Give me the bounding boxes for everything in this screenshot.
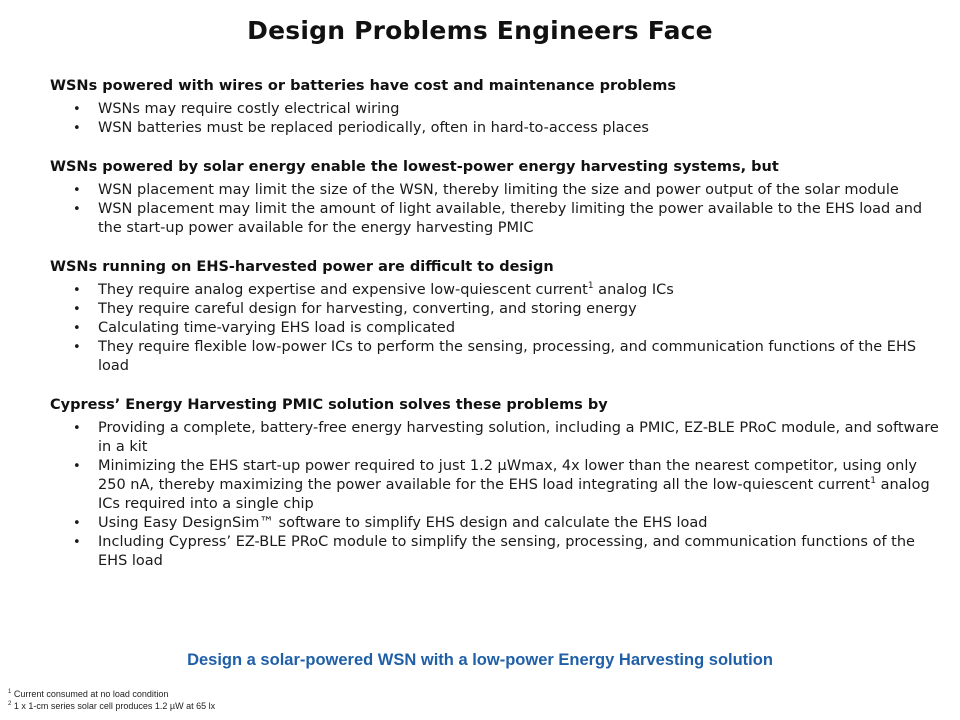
bullet-item xyxy=(50,514,940,533)
bullet-text: Minimizing the EHS start-up power required to just 1.2 µWmax, 4x lower than the nearest competitor, using only 250 nA, thereby maximizing the power available for the EHS load integrating all the low-quiescent current xyxy=(98,458,917,493)
slide-title: Design Problems Engineers Face xyxy=(247,16,713,45)
bullet-text-tail: analog ICs required into a single chip xyxy=(98,477,930,512)
bullet-item xyxy=(50,533,940,571)
bullet-icon: • xyxy=(73,321,81,336)
bullet-text-tail: analog ICs xyxy=(593,282,674,298)
bullet-text: Using Easy DesignSim™ software to simplify EHS design and calculate the EHS load xyxy=(98,515,708,531)
bullet-text: WSN placement may limit the amount of light available, thereby limiting the power available to the EHS load and the start-up power available for the energy harvesting PMIC xyxy=(98,201,923,236)
bullet-icon: • xyxy=(73,102,81,117)
footnote-ref: 1 xyxy=(870,476,876,487)
bullet-text: They require analog expertise and expensive low-quiescent current xyxy=(98,282,588,298)
section-heading: WSNs powered with wires or batteries have cost and maintenance problems xyxy=(50,78,677,94)
section-cypress-solution xyxy=(50,395,940,571)
bullet-item xyxy=(50,181,940,200)
bullet-icon: • xyxy=(73,283,81,298)
bullet-item xyxy=(50,338,940,376)
section-heading: Cypress’ Energy Harvesting PMIC solution solves these problems by xyxy=(50,397,608,413)
section-wired-battery xyxy=(50,76,940,138)
footnote-text: Current consumed at no load condition xyxy=(11,689,169,699)
bullet-item xyxy=(50,281,940,300)
bullet-icon: • xyxy=(73,459,81,474)
bullet-icon: • xyxy=(73,421,81,436)
footnote-item xyxy=(8,700,215,712)
footnote-text: 1 x 1-cm series solar cell produces 1.2 µW at 65 lx xyxy=(11,701,216,711)
bullet-item xyxy=(50,457,940,514)
bullet-icon: • xyxy=(73,202,81,217)
bullet-icon: • xyxy=(73,535,81,550)
bullet-list xyxy=(50,100,940,138)
bullet-text: WSNs may require costly electrical wiring xyxy=(98,101,400,117)
bullet-icon: • xyxy=(73,121,81,136)
bullet-text: They require careful design for harvesting, converting, and storing energy xyxy=(98,301,637,317)
footnote-mark: 2 xyxy=(8,701,12,707)
section-heading: WSNs powered by solar energy enable the lowest-power energy harvesting systems, but xyxy=(50,159,779,175)
bullet-item xyxy=(50,419,940,457)
bullet-item xyxy=(50,119,940,138)
bullet-text: Calculating time-varying EHS load is complicated xyxy=(98,320,456,336)
bullet-text: They require flexible low-power ICs to perform the sensing, processing, and communication functions of the EHS load xyxy=(98,339,917,374)
section-solar-energy xyxy=(50,157,940,238)
bullet-list xyxy=(50,419,940,571)
bullet-item xyxy=(50,300,940,319)
bullet-item xyxy=(50,319,940,338)
footnote-ref: 1 xyxy=(587,281,594,292)
footnote-item xyxy=(8,688,215,700)
bullet-text: WSN batteries must be replaced periodically, often in hard-to-access places xyxy=(98,120,649,136)
bullet-item xyxy=(50,200,940,238)
section-ehs-difficult xyxy=(50,257,940,376)
footnotes xyxy=(8,688,215,712)
bullet-text: Including Cypress’ EZ-BLE PRoC module to simplify the sensing, processing, and communication functions of the EHS load xyxy=(98,534,915,569)
bullet-list xyxy=(50,181,940,238)
slide-content xyxy=(50,76,940,590)
section-heading: WSNs running on EHS-harvested power are difficult to design xyxy=(50,259,554,275)
bullet-icon: • xyxy=(73,183,81,198)
bullet-icon: • xyxy=(73,340,81,355)
bullet-list xyxy=(50,281,940,376)
bullet-icon: • xyxy=(73,302,81,317)
footnote-mark: 1 xyxy=(8,689,12,695)
bullet-text: Providing a complete, battery-free energy harvesting solution, including a PMIC, EZ-BLE PRoC module, and software in a kit xyxy=(98,420,939,455)
tagline: Design a solar-powered WSN with a low-power Energy Harvesting solution xyxy=(187,651,773,669)
bullet-text: WSN placement may limit the size of the WSN, thereby limiting the size and power output of the solar module xyxy=(98,182,899,198)
bullet-item xyxy=(50,100,940,119)
bullet-icon: • xyxy=(73,516,81,531)
